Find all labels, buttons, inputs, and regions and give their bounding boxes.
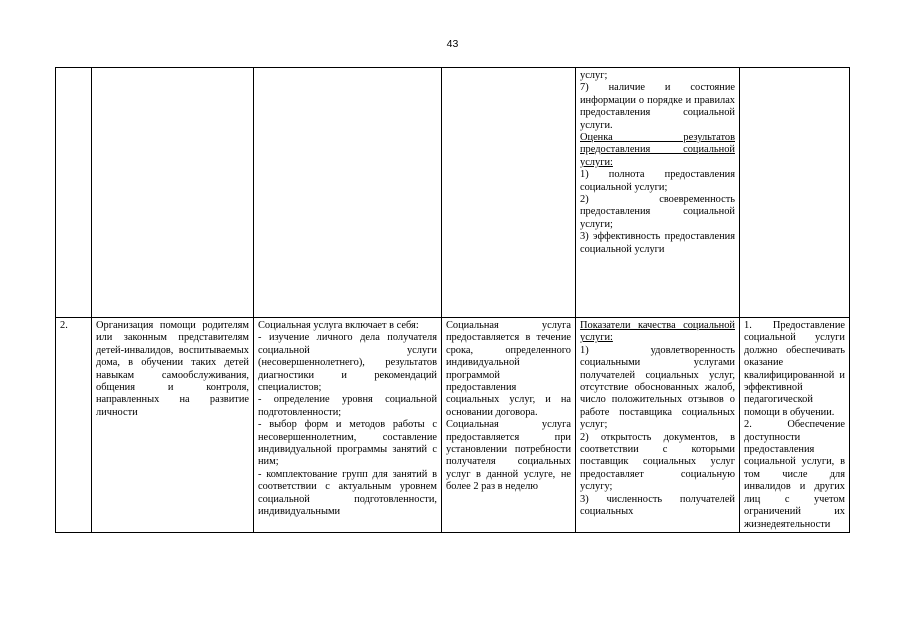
cell-paragraph: Оценка результатов предоставления социальной услуги: <box>580 132 735 168</box>
cell-provision-conditions <box>740 318 850 533</box>
cell-paragraph: 3) эффективность предоставления социальной услуги <box>580 231 735 255</box>
services-table <box>55 67 850 533</box>
cell-service-terms <box>442 68 576 318</box>
cell-quality-indicators <box>576 318 740 533</box>
cell-paragraph: - выбор форм и методов работы с несовершеннолетним, составление индивидуальной программы занятий с ним; <box>258 419 437 468</box>
cell-paragraph: Организация помощи родителям или законным представителям детей-инвалидов, воспитываемых дома, в обучении таких детей навыкам самообслуживания, общения и контроля, направленных на развитие личности <box>96 320 249 418</box>
cell-paragraph: 2. Обеспечение доступности предоставления социальной услуги, в том числе для инвалидов и других лиц с учетом ограничений их жизнедеятельности <box>744 419 845 530</box>
cell-paragraph: 2) своевременность предоставления социальной услуги; <box>580 194 735 230</box>
table-row <box>56 68 850 318</box>
cell-quality-indicators <box>576 68 740 318</box>
cell-number <box>56 68 92 318</box>
page-number: 43 <box>446 38 459 50</box>
cell-paragraph: 3) численность получателей социальных <box>580 493 735 518</box>
cell-number: 2. <box>56 318 92 533</box>
cell-paragraph: - определение уровня социальной подготовленности; <box>258 394 437 418</box>
cell-paragraph: 1) удовлетворенность социальными услугами получателей социальных услуг, отсутствие обоснованных жалоб, число положительных отзывов о работе поставщика социальных услуг; <box>580 344 735 431</box>
cell-service-name <box>92 68 254 318</box>
cell-paragraph: Социальная услуга предоставляется в течение срока, определенного индивидуальной программой предоставления социальных услуг, и на основании договора. <box>446 320 571 418</box>
cell-paragraph: 1) полнота предоставления социальной услуги; <box>580 169 735 193</box>
cell-paragraph: Показатели качества социальной услуги: <box>580 320 735 344</box>
cell-service-content <box>254 318 442 533</box>
cell-paragraph: 1. Предоставление социальной услуги должно обеспечивать оказание квалифицированной и эффективной педагогической помощи в обучении. <box>744 320 845 418</box>
cell-service-content <box>254 68 442 318</box>
cell-paragraph: - изучение личного дела получателя социальной услуги (несовершеннолетнего), результатов диагностики и рекомендаций специалистов; <box>258 332 437 394</box>
cell-paragraph: 7) наличие и состояние информации о порядке и правилах предоставления социальной услуги. <box>580 82 735 131</box>
cell-service-name <box>92 318 254 533</box>
cell-paragraph: услуг; <box>580 70 608 81</box>
cell-service-terms <box>442 318 576 533</box>
cell-paragraph: 2) открытость документов, в соответствии с которыми поставщик социальных услуг предоставляет социальную услугу; <box>580 431 735 493</box>
cell-provision-conditions <box>740 68 850 318</box>
cell-paragraph: - комплектование групп для занятий в соответствии с актуальным уровнем социальной подготовленности, индивидуальными <box>258 468 437 518</box>
table-row <box>56 318 850 533</box>
cell-paragraph: Социальная услуга предоставляется при установлении потребности получателя социальных услуг в данной услуге, не более 2 раз в неделю <box>446 419 571 493</box>
cell-paragraph: Социальная услуга включает в себя: <box>258 320 419 331</box>
